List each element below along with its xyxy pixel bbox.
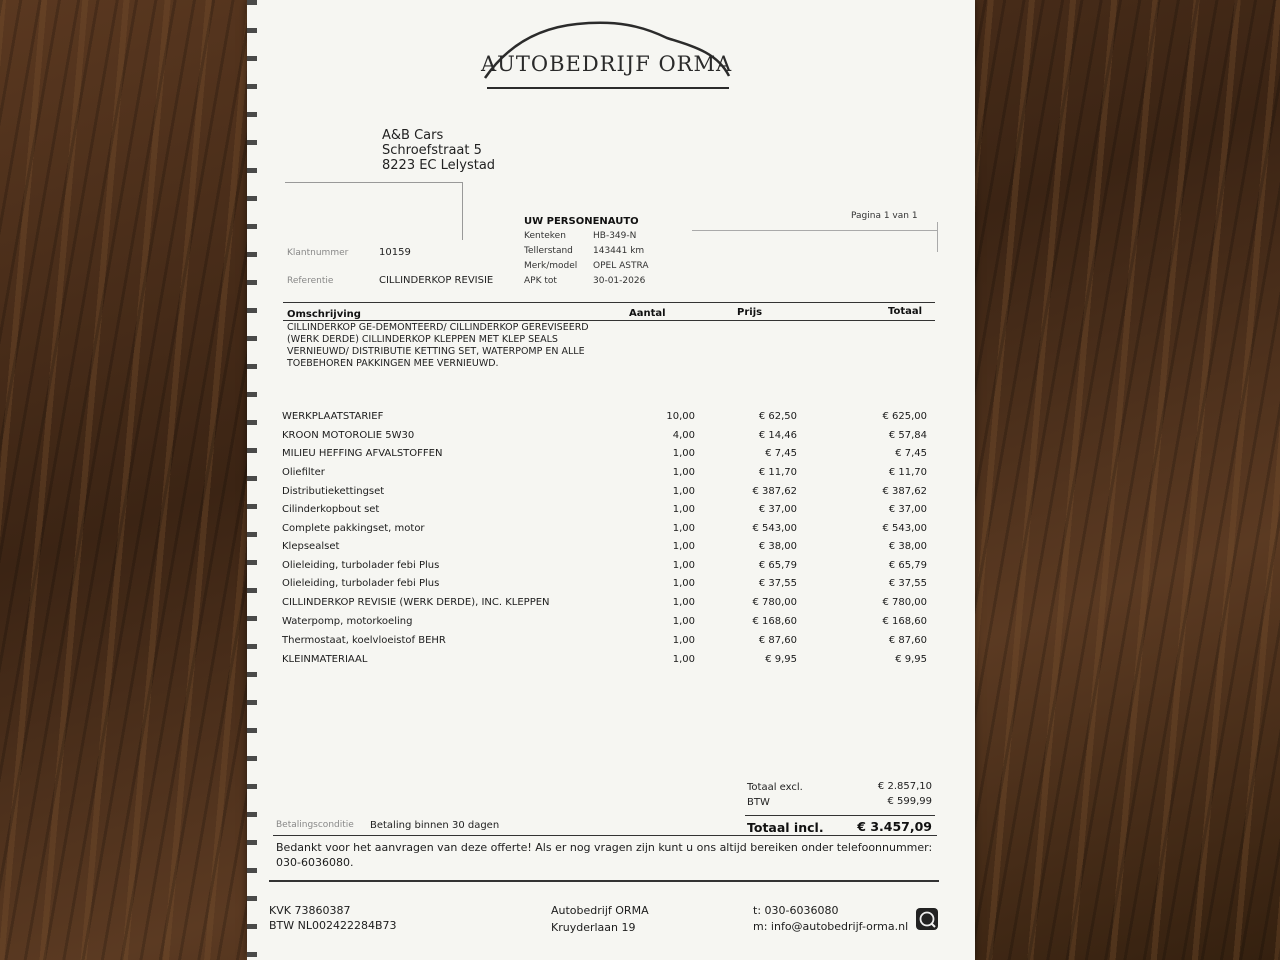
footer-btw: BTW NL002422284B73 — [269, 919, 397, 932]
row-desc: Waterpomp, motorkoeling — [282, 616, 413, 627]
row-price: € 543,00 — [752, 523, 797, 534]
row-total: € 543,00 — [882, 523, 927, 534]
btw-value: € 599,99 — [887, 796, 932, 807]
row-desc: Olieleiding, turbolader febi Plus — [282, 578, 440, 589]
box-line — [462, 182, 463, 240]
footer-phone: t: 030-6036080 — [753, 904, 839, 917]
row-total: € 9,95 — [895, 654, 927, 665]
vehicle-field-label: Merk/model — [524, 261, 578, 271]
col-header-totaal: Totaal — [888, 306, 923, 317]
work-description-line: VERNIEUWD/ DISTRIBUTIE KETTING SET, WATERPOMP EN ALLE — [287, 346, 585, 357]
row-desc: Complete pakkingset, motor — [282, 523, 425, 534]
footer-street: Kruyderlaan 19 — [551, 921, 636, 934]
table-row — [282, 467, 932, 483]
box-line — [937, 222, 938, 252]
box-line — [692, 230, 937, 231]
table-row — [282, 504, 932, 520]
row-total: € 11,70 — [888, 467, 927, 478]
row-desc: Olieleiding, turbolader febi Plus — [282, 560, 440, 571]
thanks-line-2: 030-6036080. — [276, 856, 354, 869]
row-desc: CILLINDERKOP REVISIE (WERK DERDE), INC. KLEPPEN — [282, 597, 550, 608]
totaal-incl-label: Totaal incl. — [747, 820, 824, 835]
work-description — [287, 322, 617, 370]
company-logo-text: AUTOBEDRIJF ORMA — [481, 52, 733, 76]
row-qty: 1,00 — [672, 467, 695, 478]
vehicle-heading: UW PERSONENAUTO — [524, 216, 639, 227]
btw-label: BTW — [747, 797, 770, 808]
row-total: € 625,00 — [882, 411, 927, 422]
row-qty: 1,00 — [672, 635, 695, 646]
vehicle-field-value: 143441 km — [593, 246, 645, 256]
row-desc: WERKPLAATSTARIEF — [282, 411, 384, 422]
customer-city: 8223 EC Lelystad — [382, 158, 496, 173]
row-qty: 1,00 — [672, 597, 695, 608]
car-silhouette-logo-icon — [467, 6, 747, 96]
row-desc: Oliefilter — [282, 467, 325, 478]
web-globe-icon — [915, 907, 939, 931]
row-desc: KLEINMATERIAAL — [282, 654, 368, 665]
row-price: € 65,79 — [758, 560, 797, 571]
row-price: € 38,00 — [758, 541, 797, 552]
row-price: € 37,00 — [758, 504, 797, 515]
row-desc: Cilinderkopbout set — [282, 504, 380, 515]
payment-label: Betalingsconditie — [276, 820, 354, 830]
row-total: € 168,60 — [882, 616, 927, 627]
invoice-paper — [247, 0, 975, 960]
row-total: € 57,84 — [888, 430, 927, 441]
payment-rule — [273, 835, 937, 836]
col-header-omschrijving: Omschrijving — [287, 309, 361, 320]
row-total: € 38,00 — [888, 541, 927, 552]
customer-name: A&B Cars — [382, 128, 444, 143]
row-price: € 9,95 — [765, 654, 797, 665]
vehicle-field-label: Kenteken — [524, 231, 566, 241]
row-qty: 1,00 — [672, 578, 695, 589]
row-total: € 387,62 — [882, 486, 927, 497]
table-row — [282, 635, 932, 651]
table-row — [282, 541, 932, 557]
vehicle-field-label: Tellerstand — [524, 246, 573, 256]
page-number: Pagina 1 van 1 — [851, 211, 918, 221]
table-row — [282, 578, 932, 594]
klantnummer-value: 10159 — [379, 247, 411, 258]
table-row — [282, 560, 932, 576]
thanks-line-1: Bedankt voor het aanvragen van deze offerte! Als er nog vragen zijn kunt u ons altijd bereiken onder telefoonnummer: — [276, 841, 933, 854]
table-row — [282, 448, 932, 464]
vehicle-field-value: OPEL ASTRA — [593, 261, 649, 271]
work-description-line: (WERK DERDE) CILLINDERKOP KLEPPEN MET KLEP SEALS — [287, 334, 558, 345]
row-total: € 37,55 — [888, 578, 927, 589]
row-desc: Thermostaat, koelvloeistof BEHR — [282, 635, 446, 646]
row-qty: 1,00 — [672, 654, 695, 665]
scan-edge-marks — [247, 0, 269, 960]
totaal-excl-value: € 2.857,10 — [877, 781, 932, 792]
row-total: € 780,00 — [882, 597, 927, 608]
totaal-excl-label: Totaal excl. — [747, 782, 803, 793]
row-total: € 37,00 — [888, 504, 927, 515]
referentie-value: CILLINDERKOP REVISIE — [379, 275, 494, 286]
row-price: € 168,60 — [752, 616, 797, 627]
totaal-incl-value: € 3.457,09 — [857, 819, 932, 834]
row-qty: 1,00 — [672, 560, 695, 571]
row-total: € 87,60 — [888, 635, 927, 646]
referentie-label: Referentie — [287, 276, 334, 286]
col-header-aantal: Aantal — [629, 308, 666, 319]
row-qty: 1,00 — [672, 486, 695, 497]
row-qty: 1,00 — [672, 448, 695, 459]
row-total: € 65,79 — [888, 560, 927, 571]
col-header-prijs: Prijs — [737, 307, 763, 318]
row-price: € 37,55 — [758, 578, 797, 589]
table-row — [282, 430, 932, 446]
footer-kvk: KVK 73860387 — [269, 904, 351, 917]
vehicle-field-label: APK tot — [524, 276, 557, 286]
row-qty: 1,00 — [672, 541, 695, 552]
work-description-line: CILLINDERKOP GE-DEMONTEERD/ CILLINDERKOP GEREVISEERD — [287, 322, 589, 333]
footer-rule — [269, 880, 939, 882]
table-row — [282, 523, 932, 539]
row-qty: 1,00 — [672, 616, 695, 627]
row-price: € 11,70 — [758, 467, 797, 478]
row-qty: 4,00 — [672, 430, 695, 441]
vehicle-field-value: 30-01-2026 — [593, 276, 646, 286]
work-description-line: TOEBEHOREN PAKKINGEN MEE VERNIEUWD. — [287, 358, 499, 369]
row-price: € 7,45 — [765, 448, 797, 459]
table-row — [282, 654, 932, 670]
table-header-rule — [283, 320, 935, 321]
row-price: € 387,62 — [752, 486, 797, 497]
vehicle-field-value: HB-349-N — [593, 231, 637, 241]
totals-rule — [745, 815, 935, 816]
table-row — [282, 597, 932, 613]
table-row — [282, 486, 932, 502]
footer-email: m: info@autobedrijf-orma.nl — [753, 920, 909, 933]
row-price: € 780,00 — [752, 597, 797, 608]
box-line — [285, 182, 463, 183]
footer-company-name: Autobedrijf ORMA — [551, 904, 649, 917]
row-desc: MILIEU HEFFING AFVALSTOFFEN — [282, 448, 443, 459]
row-qty: 10,00 — [666, 411, 695, 422]
klantnummer-label: Klantnummer — [287, 248, 349, 258]
row-price: € 87,60 — [758, 635, 797, 646]
row-desc: KROON MOTOROLIE 5W30 — [282, 430, 415, 441]
row-desc: Klepsealset — [282, 541, 340, 552]
row-qty: 1,00 — [672, 504, 695, 515]
payment-value: Betaling binnen 30 dagen — [370, 820, 500, 831]
row-total: € 7,45 — [895, 448, 927, 459]
table-row — [282, 411, 932, 427]
row-price: € 62,50 — [758, 411, 797, 422]
table-top-rule — [283, 302, 935, 303]
row-price: € 14,46 — [758, 430, 797, 441]
row-qty: 1,00 — [672, 523, 695, 534]
customer-street: Schroefstraat 5 — [382, 143, 482, 158]
row-desc: Distributiekettingset — [282, 486, 385, 497]
table-row — [282, 616, 932, 632]
